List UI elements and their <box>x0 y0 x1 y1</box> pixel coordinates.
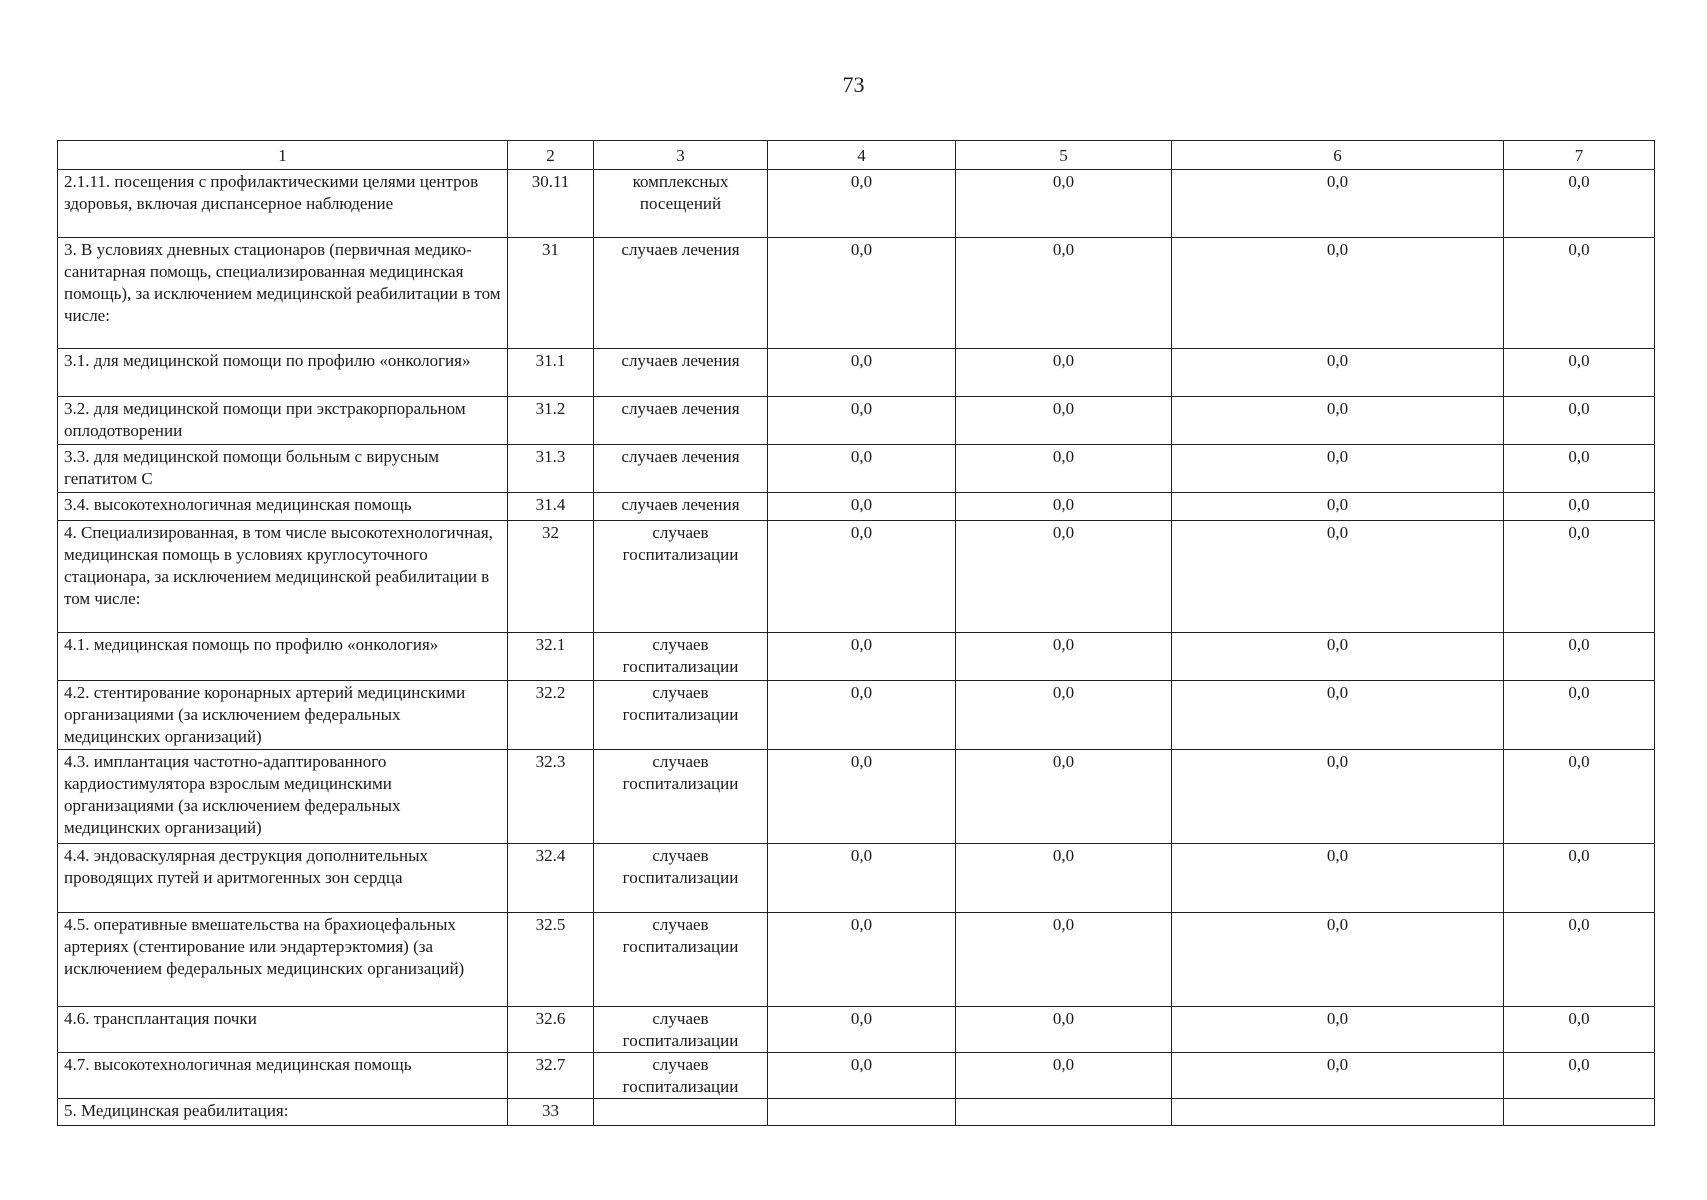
row-name: 2.1.11. посещения с профилактическими целями центров здоровья, включая диспансерное наблюдение <box>58 170 508 238</box>
row-value-6: 0,0 <box>1172 397 1504 445</box>
row-value-7: 0,0 <box>1504 844 1655 913</box>
row-value-7: 0,0 <box>1504 238 1655 349</box>
page-number: 73 <box>842 72 865 97</box>
column-header: 2 <box>508 141 594 170</box>
row-value-6: 0,0 <box>1172 750 1504 844</box>
row-code: 31.1 <box>508 349 594 397</box>
row-value-7: 0,0 <box>1504 445 1655 493</box>
row-value-4: 0,0 <box>768 681 956 750</box>
row-value-6: 0,0 <box>1172 844 1504 913</box>
row-value-5: 0,0 <box>956 633 1172 681</box>
row-value-5: 0,0 <box>956 397 1172 445</box>
row-code: 32.6 <box>508 1007 594 1053</box>
row-value-7: 0,0 <box>1504 1007 1655 1053</box>
row-unit: случаев госпитализации <box>594 913 768 1007</box>
row-value-5: 0,0 <box>956 1007 1172 1053</box>
row-unit: случаев лечения <box>594 445 768 493</box>
row-unit: случаев лечения <box>594 238 768 349</box>
table-row <box>58 170 1655 238</box>
header-row <box>58 141 1655 170</box>
row-code: 32.7 <box>508 1053 594 1099</box>
row-value-6: 0,0 <box>1172 913 1504 1007</box>
row-value-6: 0,0 <box>1172 493 1504 521</box>
row-value-6: 0,0 <box>1172 1007 1504 1053</box>
row-value-7: 0,0 <box>1504 913 1655 1007</box>
row-unit: случаев госпитализации <box>594 844 768 913</box>
row-value-4: 0,0 <box>768 913 956 1007</box>
row-value-4: 0,0 <box>768 238 956 349</box>
row-unit: случаев госпитализации <box>594 521 768 633</box>
row-value-6: 0,0 <box>1172 681 1504 750</box>
row-name: 4.3. имплантация частотно-адаптированного кардиостимулятора взрослым медицинскими организациями (за исключением федеральных медицинских организаций) <box>58 750 508 844</box>
column-header: 1 <box>58 141 508 170</box>
table-row <box>58 521 1655 633</box>
row-code: 32.5 <box>508 913 594 1007</box>
row-name: 4.2. стентирование коронарных артерий медицинскими организациями (за исключением федеральных медицинских организаций) <box>58 681 508 750</box>
row-unit <box>594 1099 768 1126</box>
row-code: 31 <box>508 238 594 349</box>
column-header: 7 <box>1504 141 1655 170</box>
row-name: 5. Медицинская реабилитация: <box>58 1099 508 1126</box>
row-value-6: 0,0 <box>1172 445 1504 493</box>
row-value-4: 0,0 <box>768 397 956 445</box>
row-name: 4.4. эндоваскулярная деструкция дополнительных проводящих путей и аритмогенных зон сердца <box>58 844 508 913</box>
row-unit: случаев госпитализации <box>594 1007 768 1053</box>
row-value-5: 0,0 <box>956 238 1172 349</box>
row-value-4: 0,0 <box>768 750 956 844</box>
row-code: 33 <box>508 1099 594 1126</box>
table-row <box>58 844 1655 913</box>
row-code: 31.3 <box>508 445 594 493</box>
row-value-5: 0,0 <box>956 844 1172 913</box>
row-value-5: 0,0 <box>956 170 1172 238</box>
row-value-6: 0,0 <box>1172 521 1504 633</box>
row-value-6: 0,0 <box>1172 238 1504 349</box>
column-header: 4 <box>768 141 956 170</box>
row-value-4: 0,0 <box>768 1053 956 1099</box>
row-code: 30.11 <box>508 170 594 238</box>
row-value-7: 0,0 <box>1504 349 1655 397</box>
row-code: 31.4 <box>508 493 594 521</box>
row-value-6: 0,0 <box>1172 1053 1504 1099</box>
row-value-5: 0,0 <box>956 913 1172 1007</box>
row-unit: случаев госпитализации <box>594 750 768 844</box>
row-name: 4.5. оперативные вмешательства на брахиоцефальных артериях (стентирование или эндартерэктомия) (за исключением федеральных медицинских организаций) <box>58 913 508 1007</box>
row-value-7: 0,0 <box>1504 633 1655 681</box>
row-value-5: 0,0 <box>956 445 1172 493</box>
row-code: 32.2 <box>508 681 594 750</box>
row-value-5: 0,0 <box>956 493 1172 521</box>
row-value-7 <box>1504 1099 1655 1126</box>
row-value-6: 0,0 <box>1172 633 1504 681</box>
table-row <box>58 750 1655 844</box>
row-name: 3.2. для медицинской помощи при экстракорпоральном оплодотворении <box>58 397 508 445</box>
row-name: 3.1. для медицинской помощи по профилю «онкология» <box>58 349 508 397</box>
row-name: 3. В условиях дневных стационаров (первичная медико-санитарная помощь, специализированная медицинская помощь), за исключением медицинской реабилитации в том числе: <box>58 238 508 349</box>
table-row <box>58 397 1655 445</box>
row-code: 32.4 <box>508 844 594 913</box>
column-header: 3 <box>594 141 768 170</box>
table-row <box>58 493 1655 521</box>
table-row <box>58 1099 1655 1126</box>
row-name: 4.6. трансплантация почки <box>58 1007 508 1053</box>
row-unit: случаев госпитализации <box>594 1053 768 1099</box>
row-code: 32.1 <box>508 633 594 681</box>
row-unit: случаев лечения <box>594 349 768 397</box>
row-value-4: 0,0 <box>768 633 956 681</box>
table-row <box>58 633 1655 681</box>
column-header: 6 <box>1172 141 1504 170</box>
row-code: 31.2 <box>508 397 594 445</box>
row-code: 32 <box>508 521 594 633</box>
row-value-6: 0,0 <box>1172 349 1504 397</box>
row-unit: случаев госпитализации <box>594 633 768 681</box>
row-value-5: 0,0 <box>956 1053 1172 1099</box>
row-value-7: 0,0 <box>1504 681 1655 750</box>
table-row <box>58 913 1655 1007</box>
table-row <box>58 445 1655 493</box>
table-row <box>58 238 1655 349</box>
row-value-5: 0,0 <box>956 521 1172 633</box>
row-value-6 <box>1172 1099 1504 1126</box>
row-value-4: 0,0 <box>768 493 956 521</box>
row-value-5: 0,0 <box>956 750 1172 844</box>
table-row <box>58 681 1655 750</box>
row-name: 4. Специализированная, в том числе высокотехнологичная, медицинская помощь в условиях круглосуточного стационара, за исключением медицинской реабилитации в том числе: <box>58 521 508 633</box>
row-unit: комплексных посещений <box>594 170 768 238</box>
row-name: 3.4. высокотехнологичная медицинская помощь <box>58 493 508 521</box>
row-value-5: 0,0 <box>956 349 1172 397</box>
row-value-7: 0,0 <box>1504 1053 1655 1099</box>
row-value-7: 0,0 <box>1504 397 1655 445</box>
row-value-7: 0,0 <box>1504 170 1655 238</box>
row-code: 32.3 <box>508 750 594 844</box>
table-row <box>58 1007 1655 1053</box>
row-value-5: 0,0 <box>956 681 1172 750</box>
row-value-4 <box>768 1099 956 1126</box>
row-unit: случаев лечения <box>594 397 768 445</box>
row-value-4: 0,0 <box>768 445 956 493</box>
row-value-7: 0,0 <box>1504 750 1655 844</box>
table-row <box>58 349 1655 397</box>
row-value-7: 0,0 <box>1504 521 1655 633</box>
row-value-5 <box>956 1099 1172 1126</box>
row-value-4: 0,0 <box>768 521 956 633</box>
row-name: 3.3. для медицинской помощи больным с вирусным гепатитом С <box>58 445 508 493</box>
row-value-6: 0,0 <box>1172 170 1504 238</box>
row-value-4: 0,0 <box>768 844 956 913</box>
row-value-4: 0,0 <box>768 349 956 397</box>
column-header: 5 <box>956 141 1172 170</box>
row-value-7: 0,0 <box>1504 493 1655 521</box>
row-unit: случаев госпитализации <box>594 681 768 750</box>
data-table <box>57 140 1655 1126</box>
row-name: 4.7. высокотехнологичная медицинская помощь <box>58 1053 508 1099</box>
row-value-4: 0,0 <box>768 170 956 238</box>
row-value-4: 0,0 <box>768 1007 956 1053</box>
row-name: 4.1. медицинская помощь по профилю «онкология» <box>58 633 508 681</box>
table-row <box>58 1053 1655 1099</box>
row-unit: случаев лечения <box>594 493 768 521</box>
